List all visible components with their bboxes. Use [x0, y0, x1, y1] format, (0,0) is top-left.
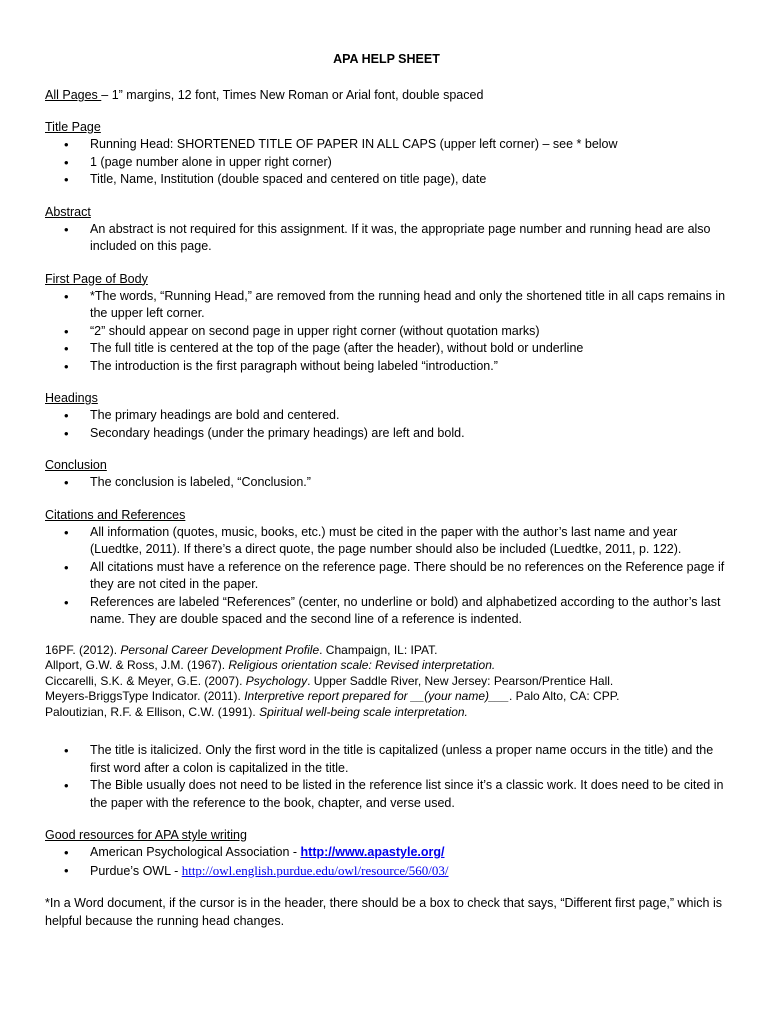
reference-text: . Champaign, IL: IPAT. — [319, 642, 438, 657]
apastyle-link[interactable]: http://www.apastyle.org/ — [300, 845, 445, 859]
footnote: *In a Word document, if the cursor is in the header, there should be a box to check that says, “Different first page,” which is helpful because the running head changes. — [45, 896, 722, 928]
reference-text: Ciccarelli, S.K. & Meyer, G.E. (2007). — [45, 673, 246, 688]
headings-section — [45, 389, 728, 442]
list-item: • 1 (page number alone in upper right corner) — [90, 154, 728, 172]
list-item: • An abstract is not required for this assignment. If it was, the appropriate page number and running head are also included on this page. — [90, 221, 728, 256]
list-item: • The primary headings are bold and centered. — [90, 407, 728, 425]
reference-entry — [45, 674, 728, 690]
list-item: • *The words, “Running Head,” are removed from the running head and only the shortened title in all caps remains in the upper left corner. — [90, 288, 728, 323]
reference-entry — [45, 705, 728, 721]
reference-title: Spiritual well-being scale interpretation. — [259, 704, 468, 719]
after-refs-section — [45, 742, 728, 812]
reference-title: Personal Career Development Profile — [120, 642, 320, 657]
reference-text: . Palo Alto, CA: CPP. — [509, 689, 620, 703]
conclusion-list — [45, 474, 728, 492]
title-page-heading: Title Page — [45, 120, 101, 134]
headings-heading: Headings — [45, 391, 98, 405]
title-page-section — [45, 118, 728, 189]
abstract-section — [45, 203, 728, 256]
list-item: • “2” should appear on second page in upper right corner (without quotation marks) — [90, 323, 728, 341]
first-page-section — [45, 270, 728, 376]
resource-label: Purdue’s OWL - — [90, 863, 182, 878]
title-page-list — [45, 136, 728, 189]
abstract-list — [45, 221, 728, 256]
reference-examples — [45, 643, 728, 721]
list-item: • The full title is centered at the top of the page (after the header), without bold or underline — [90, 340, 728, 358]
first-page-heading: First Page of Body — [45, 271, 148, 286]
headings-list — [45, 407, 728, 442]
reference-text: Paloutizian, R.F. & Ellison, C.W. (1991). — [45, 704, 260, 719]
all-pages-line — [45, 86, 728, 104]
conclusion-heading: Conclusion — [45, 458, 107, 472]
reference-title: Psychology — [245, 673, 308, 688]
reference-entry — [45, 658, 728, 674]
resource-label: American Psychological Association - — [90, 845, 301, 859]
reference-entry — [45, 689, 728, 705]
citations-list — [45, 524, 728, 629]
resources-list — [45, 844, 728, 880]
list-item: • Running Head: SHORTENED TITLE OF PAPER IN ALL CAPS (upper left corner) – see * below — [90, 136, 728, 154]
list-item — [90, 844, 728, 862]
all-pages-text: – 1” margins, 12 font, Times New Roman or Arial font, double spaced — [101, 88, 484, 102]
resources-section — [45, 826, 728, 880]
page-title: APA HELP SHEET — [333, 52, 440, 66]
conclusion-section — [45, 456, 728, 492]
reference-text: . Upper Saddle River, New Jersey: Pearson/Prentice Hall. — [307, 673, 614, 688]
list-item: • The conclusion is labeled, “Conclusion.” — [90, 474, 728, 492]
list-item: • The title is italicized. Only the first word in the title is capitalized (unless a proper name occurs in the title) and the first word after a colon is capitalized in the title. — [90, 742, 728, 777]
citations-section — [45, 506, 728, 629]
list-item: • Title, Name, Institution (double spaced and centered on title page), date — [90, 171, 728, 189]
list-item: • Secondary headings (under the primary headings) are left and bold. — [90, 425, 728, 443]
reference-text: Meyers-BriggsType Indicator. (2011). — [45, 689, 245, 703]
list-item: • The introduction is the first paragraph without being labeled “introduction.” — [90, 358, 728, 376]
purdue-owl-link[interactable]: http://owl.english.purdue.edu/owl/resource/560/03/ — [181, 862, 449, 878]
list-item: • The Bible usually does not need to be listed in the reference list since it’s a classic work. It does need to be cited in the paper with the reference to the book, chapter, and verse used. — [90, 777, 728, 812]
list-item: • All citations must have a reference on the reference page. There should be no references on the Reference page if they are not cited in the paper. — [90, 559, 728, 594]
reference-text: 16PF. (2012). — [45, 642, 121, 657]
reference-title: Religious orientation scale: Revised interpretation. — [228, 658, 496, 672]
first-page-list — [45, 288, 728, 376]
abstract-heading: Abstract — [45, 204, 91, 219]
after-refs-list — [45, 742, 728, 812]
list-item: • References are labeled “References” (center, no underline or bold) and alphabetized according to the author’s last name. They are double spaced and the second line of a reference is indented. — [90, 594, 728, 629]
reference-entry — [45, 643, 728, 659]
citations-heading: Citations and References — [45, 507, 186, 522]
resources-heading: Good resources for APA style writing — [45, 828, 247, 842]
reference-title: Interpretive report prepared for __(your name)___ — [244, 689, 510, 703]
list-item: • All information (quotes, music, books, etc.) must be cited in the paper with the author’s last name and year (Luedtke, 2011). If there’s a direct quote, the page number should also be included (Luedtke, 2011, p. 122). — [90, 524, 728, 559]
all-pages-label: All Pages — [45, 88, 102, 102]
list-item — [90, 862, 728, 881]
reference-text: Allport, G.W. & Ross, J.M. (1967). — [45, 658, 229, 672]
